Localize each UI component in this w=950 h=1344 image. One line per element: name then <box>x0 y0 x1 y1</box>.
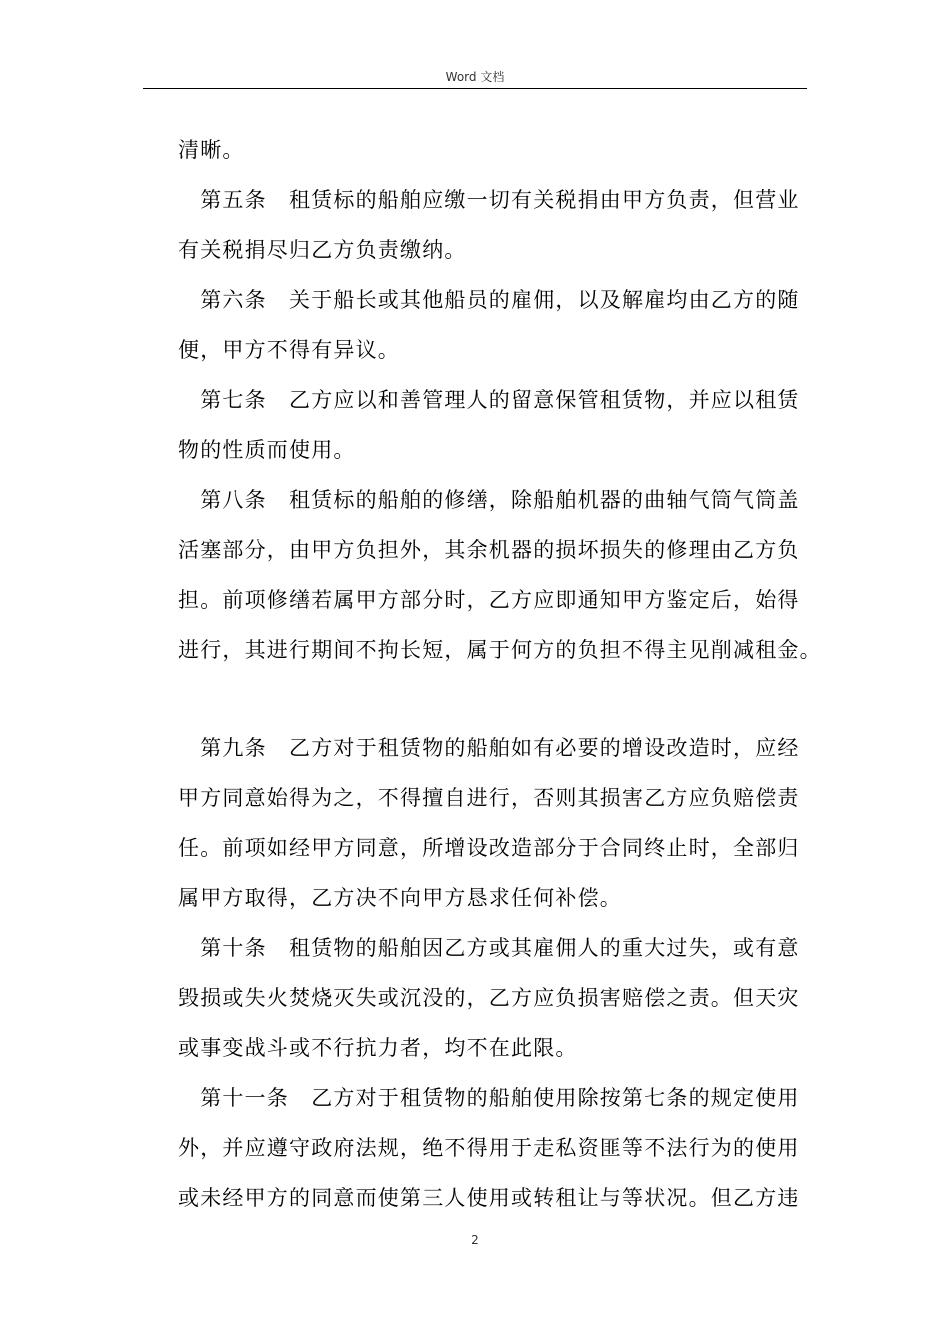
text-line: 物的性质而使用。 <box>178 438 356 462</box>
text-line: 第十一条 乙方对于租赁物的船舶使用除按第七条的规定使用 <box>178 1086 800 1110</box>
text-line: 属甲方取得，乙方决不向甲方恳求任何补偿。 <box>178 886 622 910</box>
text-line: 有关税捐尽归乙方负责缴纳。 <box>178 238 467 262</box>
text-line: 第六条 关于船长或其他船员的雇佣，以及解雇均由乙方的随 <box>178 288 800 312</box>
text-line: 便，甲方不得有异议。 <box>178 338 400 362</box>
text-line: 任。前项如经甲方同意，所增设改造部分于合同终止时，全部归 <box>178 836 800 860</box>
page-number: 2 <box>471 1233 479 1247</box>
text-line: 担。前项修缮若属甲方部分时，乙方应即通知甲方鉴定后，始得 <box>178 588 800 612</box>
text-line: 进行，其进行期间不拘长短，属于何方的负担不得主见削减租金。 <box>178 638 822 662</box>
text-line: 或事变战斗或不行抗力者，均不在此限。 <box>178 1036 578 1060</box>
document-header: Word 文档 <box>445 70 505 84</box>
text-line: 第五条 租赁标的船舶应缴一切有关税捐由甲方负责，但营业 <box>178 188 800 212</box>
header-divider <box>143 88 807 89</box>
text-line: 甲方同意始得为之，不得擅自进行，否则其损害乙方应负赔偿责 <box>178 786 800 810</box>
text-line: 第七条 乙方应以和善管理人的留意保管租赁物，并应以租赁 <box>178 388 800 412</box>
text-line: 第十条 租赁物的船舶因乙方或其雇佣人的重大过失，或有意 <box>178 936 800 960</box>
text-line: 第八条 租赁标的船舶的修缮，除船舶机器的曲轴气筒气筒盖 <box>178 488 800 512</box>
text-line: 活塞部分，由甲方负担外，其余机器的损坏损失的修理由乙方负 <box>178 538 800 562</box>
text-line: 清晰。 <box>178 138 245 162</box>
text-line: 外，并应遵守政府法规，绝不得用于走私资匪等不法行为的使用 <box>178 1136 800 1160</box>
text-line: 毁损或失火焚烧灭失或沉没的，乙方应负损害赔偿之责。但天灾 <box>178 986 800 1010</box>
text-line: 第九条 乙方对于租赁物的船舶如有必要的增设改造时，应经 <box>178 736 800 760</box>
text-line: 或未经甲方的同意而使第三人使用或转租让与等状况。但乙方违 <box>178 1186 800 1210</box>
